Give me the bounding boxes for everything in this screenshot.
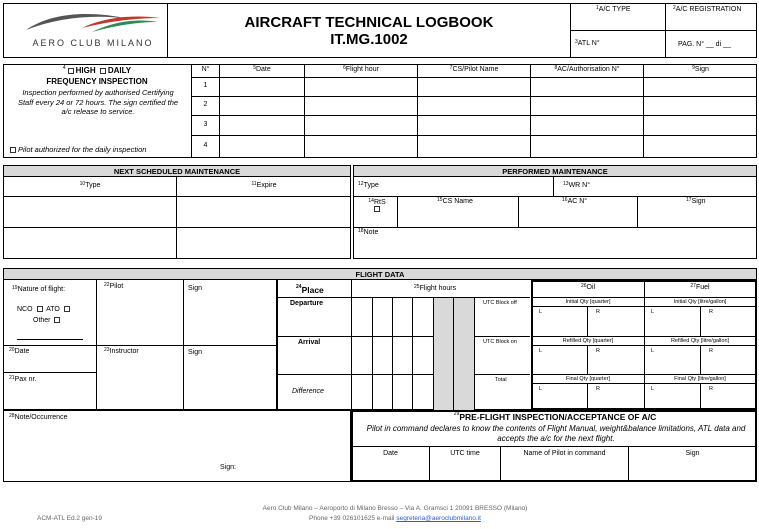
rts-checkbox[interactable] bbox=[374, 206, 380, 212]
table-row-2: 2 bbox=[203, 101, 208, 108]
refilled-oil-r: R bbox=[596, 348, 600, 354]
date-label: $^{20}$Date bbox=[9, 347, 30, 355]
other-option: Other bbox=[33, 317, 62, 324]
preflight-heading: $^{29}$PRE-FLIGHT INSPECTION/ACCEPTANCE OF A/C bbox=[453, 411, 657, 422]
oil-label: $^{26}$Oil bbox=[580, 283, 596, 291]
preflight-utc-label: UTC time bbox=[450, 450, 480, 457]
refilled-fuel-l: L bbox=[651, 348, 655, 354]
aero-club-logo bbox=[22, 8, 162, 38]
ato-checkbox[interactable] bbox=[64, 306, 70, 312]
initial-oil-label: Initial Qty [quarter] bbox=[565, 299, 611, 305]
final-oil-l: L bbox=[539, 386, 543, 392]
performed-sign-label: $^{17}$Sign bbox=[686, 197, 706, 205]
pilot-daily-checkbox[interactable] bbox=[10, 147, 16, 153]
high-checkbox[interactable] bbox=[68, 68, 74, 74]
pilot-daily-option: Pilot authorized for the daily inspection bbox=[8, 145, 146, 154]
pilot-label: $^{22}$Pilot bbox=[104, 282, 124, 290]
ac-registration-label: $^2$A/C REGISTRATION bbox=[673, 5, 742, 13]
page-number-label: PAG. N° __ di __ bbox=[678, 41, 731, 48]
final-fuel-l: L bbox=[651, 386, 655, 392]
ac-number-label: $^{16}$AC N° bbox=[562, 197, 588, 205]
next-maintenance-heading: NEXT SCHEDULED MAINTENANCE bbox=[4, 166, 350, 177]
final-fuel-label: Final Qty [litre/gallon] bbox=[674, 376, 726, 382]
performed-note-label: $^{18}$Note bbox=[358, 228, 379, 236]
initial-fuel-label: Initial Qty [litre/gallon] bbox=[673, 299, 727, 305]
final-oil-r: R bbox=[596, 386, 600, 392]
performed-maintenance-heading: PERFORMED MAINTENANCE bbox=[354, 166, 756, 177]
email-link[interactable]: segreteria@aeroclubmilano.it bbox=[396, 515, 481, 522]
col-no: N° bbox=[201, 66, 210, 73]
place-label: $^{24}$Place bbox=[296, 284, 324, 295]
footer-contact: Phone +39 026101625 e-mail segreteria@aeroclubmilano.it bbox=[309, 515, 481, 522]
footer-code: ACM-ATL Ed.2 gen-19 bbox=[37, 515, 103, 522]
place-block-border bbox=[276, 280, 278, 410]
logo-text: AERO CLUB MILANO bbox=[32, 38, 154, 48]
departure-label: Departure bbox=[290, 300, 324, 307]
initial-fuel-l: L bbox=[651, 309, 655, 315]
note-sign-label: Sign: bbox=[220, 464, 236, 471]
other-checkbox[interactable] bbox=[54, 317, 60, 323]
pax-label: $^{21}$Pax nr. bbox=[9, 375, 37, 383]
table-row-3: 3 bbox=[203, 121, 208, 128]
frequency-heading: FREQUENCY INSPECTION bbox=[46, 77, 148, 86]
utc-block-off-label: UTC Block off bbox=[483, 300, 517, 306]
table-row-4: 4 bbox=[203, 142, 208, 149]
preflight-date-label: Date bbox=[383, 450, 398, 457]
page-title: AIRCRAFT TECHNICAL LOGBOOK bbox=[244, 14, 494, 31]
arrival-label: Arrival bbox=[298, 339, 321, 346]
performed-type-label: $^{12}$Type bbox=[358, 181, 379, 189]
wr-number-label: $^{13}$WR N° bbox=[563, 181, 591, 189]
nco-checkbox[interactable] bbox=[37, 306, 43, 312]
rts-label: $^{14}$RtS bbox=[360, 199, 394, 213]
initial-oil-r: R bbox=[596, 309, 600, 315]
initial-oil-l: L bbox=[539, 309, 543, 315]
col-ac-authorisation: $^8$AC/Authorisation N° bbox=[554, 65, 620, 73]
preflight-sign-label: Sign bbox=[685, 450, 700, 457]
final-oil-label: Final Qty [quarter] bbox=[565, 376, 611, 382]
refilled-oil-label: Refilled Qty [quarter] bbox=[562, 338, 614, 344]
next-type-label: $^{10}$Type bbox=[79, 181, 101, 189]
table-row-1: 1 bbox=[203, 82, 208, 89]
fuel-label: $^{27}$Fuel bbox=[690, 283, 710, 291]
atl-number-label: $^3$ATL N° bbox=[575, 39, 600, 47]
note-occurrence-label: $^{28}$Note/Occurrence bbox=[9, 413, 68, 421]
preflight-text: Pilot in command declares to know the contents of Flight Manual, weight&balance limitations, ATL data and accepts the a/c for the next flight. bbox=[366, 424, 746, 443]
nature-of-flight-label: $^{19}$Nature of flight: bbox=[12, 285, 66, 293]
preflight-pilot-name-label: Name of Pilot in command bbox=[523, 450, 606, 457]
daily-checkbox[interactable] bbox=[100, 68, 106, 74]
flight-data-heading: FLIGHT DATA bbox=[4, 269, 756, 280]
initial-fuel-r: R bbox=[709, 309, 713, 315]
final-fuel-r: R bbox=[709, 386, 713, 392]
next-expire-label: $^{11}$Expire bbox=[251, 181, 277, 189]
ac-type-label: $^1$A/C TYPE bbox=[596, 5, 631, 13]
cs-name-label: $^{15}$CS Name bbox=[437, 197, 473, 205]
refilled-fuel-label: Refilled Qty [litre/gallon] bbox=[670, 338, 730, 344]
refilled-fuel-r: R bbox=[709, 348, 713, 354]
performed-maintenance-section bbox=[353, 165, 757, 259]
pilot-sign-label: Sign bbox=[188, 285, 203, 292]
col-date: $^5$Date bbox=[253, 65, 271, 73]
nature-options: NCO ATO bbox=[17, 306, 72, 313]
footer-address: Aero Club Milano – Aeroporto di Milano Bresso – Via A. Gramsci 1 20091 BRESSO (Milano) bbox=[262, 505, 528, 512]
flight-hours-label: $^{25}$Flight hours bbox=[414, 284, 457, 292]
instructor-sign-label: Sign bbox=[188, 349, 203, 356]
difference-label: Difference bbox=[292, 388, 324, 395]
next-maintenance-section bbox=[3, 165, 351, 259]
total-label: Total bbox=[495, 377, 507, 383]
inspection-frequency: $^4$ HIGH DAILY bbox=[62, 65, 132, 75]
col-cs-pilot: $^7$CS/Pilot Name bbox=[449, 65, 499, 73]
col-sign: $^9$Sign bbox=[692, 65, 709, 73]
col-flight-hour: $^6$Flight hour bbox=[343, 65, 379, 73]
instructor-label: $^{23}$Instructor bbox=[104, 347, 139, 355]
utc-block-on-label: UTC Block on bbox=[483, 339, 517, 345]
page-code: IT.MG.1002 bbox=[330, 31, 408, 48]
inspection-text: Inspection performed by authorised Certifying Staff every 24 or 72 hours. The sign certified the a/c release to service. bbox=[17, 88, 179, 116]
refilled-oil-l: L bbox=[539, 348, 543, 354]
